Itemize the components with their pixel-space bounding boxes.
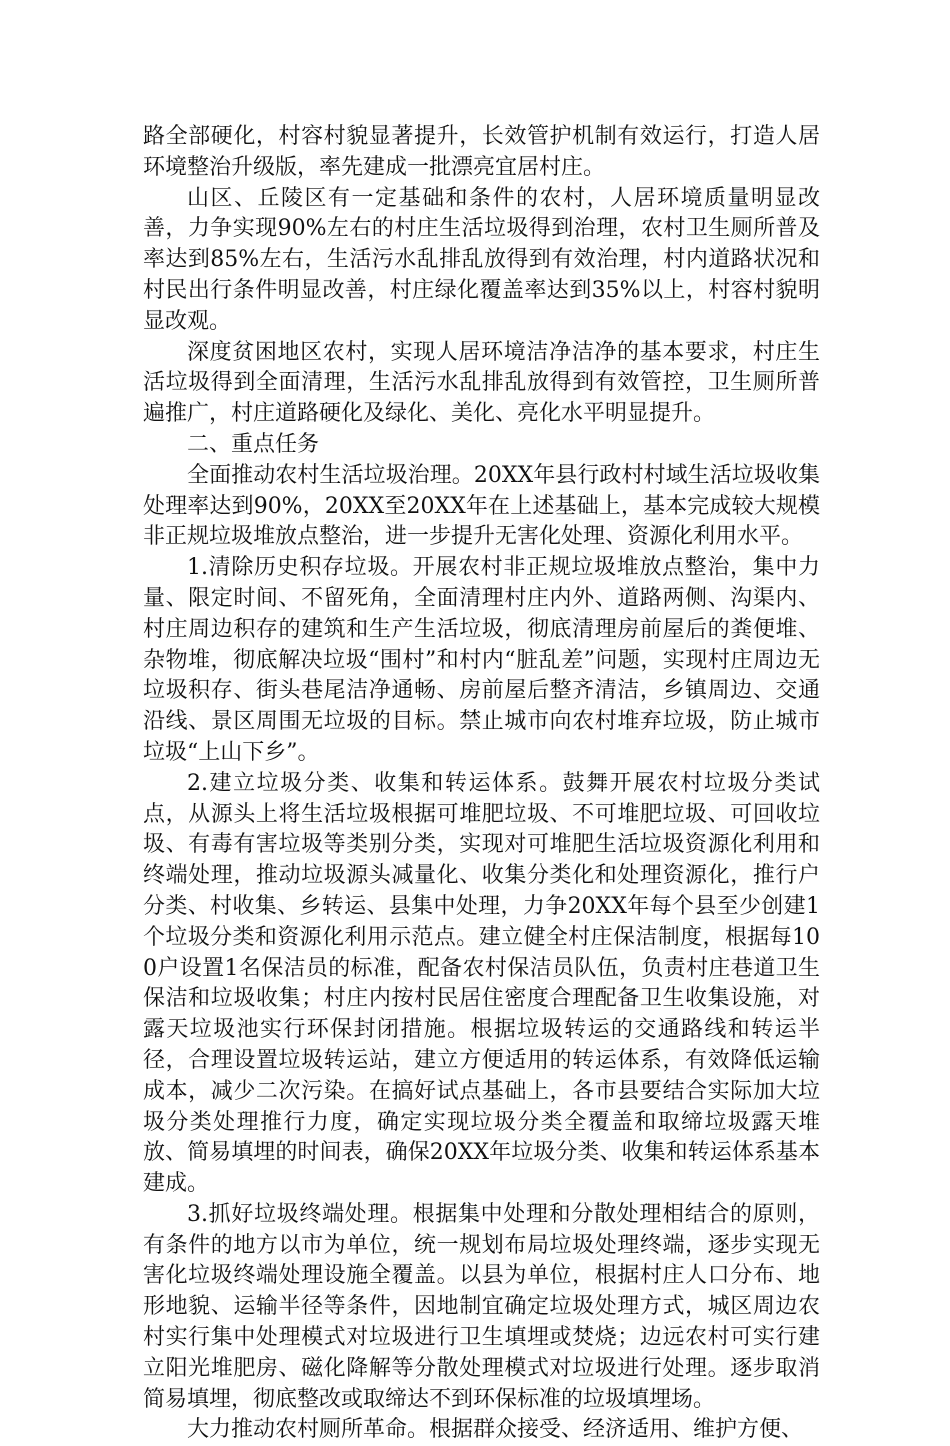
paragraph-mountain-areas: 山区、丘陵区有一定基础和条件的农村，人居环境质量明显改善，力争实现90%左右的村庄生活垃圾得到治理，农村卫生厕所普及率达到85%左右，生活污水乱排乱放得到有效治理，村内道路状况和村民出行条件明显改善，村庄绿化覆盖率达到35%以上，村容村貌明显改观。 [143,185,820,334]
paragraph-item-2: 2.建立垃圾分类、收集和转运体系。鼓舞开展农村垃圾分类试点，从源头上将生活垃圾根据可堆肥垃圾、不可堆肥垃圾、可回收垃圾、有毒有害垃圾等类别分类，实现对可堆肥生活垃圾资源化利用和终端处理，推动垃圾源头减量化、收集分类化和处理资源化，推行户分类、村收集、乡转运、县集中处理，力争20XX年每个县至少创建1个垃圾分类和资源化利用示范点。建立健全村庄保洁制度，根据每100户设置1名保洁员的标准，配备农村保洁员队伍，负责村庄巷道卫生保洁和垃圾收集；村庄内按村民居住密度合理配备卫生收集设施，对露天垃圾池实行环保封闭措施。根据垃圾转运的交通路线和转运半径，合理设置垃圾转运站，建立方便适用的转运体系，有效降低运输成本，减少二次污染。在搞好试点基础上，各市县要结合实际加大垃圾分类处理推行力度，确定实现垃圾分类全覆盖和取缔垃圾露天堆放、简易填埋的时间表，确保20XX年垃圾分类、收集和转运体系基本建成。 [143,770,820,1197]
paragraph-item-1: 1.清除历史积存垃圾。开展农村非正规垃圾堆放点整治，集中力量、限定时间、不留死角，全面清理村庄内外、道路两侧、沟渠内、村庄周边积存的建筑和生产生活垃圾，彻底清理房前屋后的粪便堆、杂物堆，彻底解决垃圾“围村”和村内“脏乱差”问题，实现村庄周边无垃圾积存、街头巷尾洁净通畅、房前屋后整齐清洁，乡镇周边、交通沿线、景区周围无垃圾的目标。禁止城市向农村堆弃垃圾，防止城市垃圾“上山下乡”。 [143,555,820,765]
paragraph-toilet-revolution: 大力推动农村厕所革命。根据群众接受、经济适用、维护方便、 [187,1417,804,1443]
paragraph-poverty-areas: 深度贫困地区农村，实现人居环境洁净洁净的基本要求，村庄生活垃圾得到全面清理，生活污水乱排乱放得到有效管控，卫生厕所普遍推广，村庄道路硬化及绿化、美化、亮化水平明显提升。 [143,339,820,427]
section-heading-key-tasks: 二、重点任务 [187,431,320,457]
paragraph-garbage-governance: 全面推动农村生活垃圾治理。20XX年县行政村村域生活垃圾收集处理率达到90%，20XX至20XX年在上述基础上，基本完成较大规模非正规垃圾堆放点整治，进一步提升无害化处理、资源化利用水平。 [143,462,820,550]
paragraph-item-3: 3.抓好垃圾终端处理。根据集中处理和分散处理相结合的原则，有条件的地方以市为单位，统一规划布局垃圾处理终端，逐步实现无害化垃圾终端处理设施全覆盖。以县为单位，根据村庄人口分布、地形地貌、运输半径等条件，因地制宜确定垃圾处理方式，城区周边农村实行集中处理模式对垃圾进行卫生填埋或焚烧；边远农村可实行建立阳光堆肥房、磁化降解等分散处理模式对垃圾进行处理。逐步取消简易填埋，彻底整改或取缔达不到环保标准的垃圾填埋场。 [143,1201,820,1412]
paragraph-continuation: 路全部硬化，村容村貌显著提升，长效管护机制有效运行，打造人居环境整治升级版，率先建成一批漂亮宜居村庄。 [143,124,820,180]
